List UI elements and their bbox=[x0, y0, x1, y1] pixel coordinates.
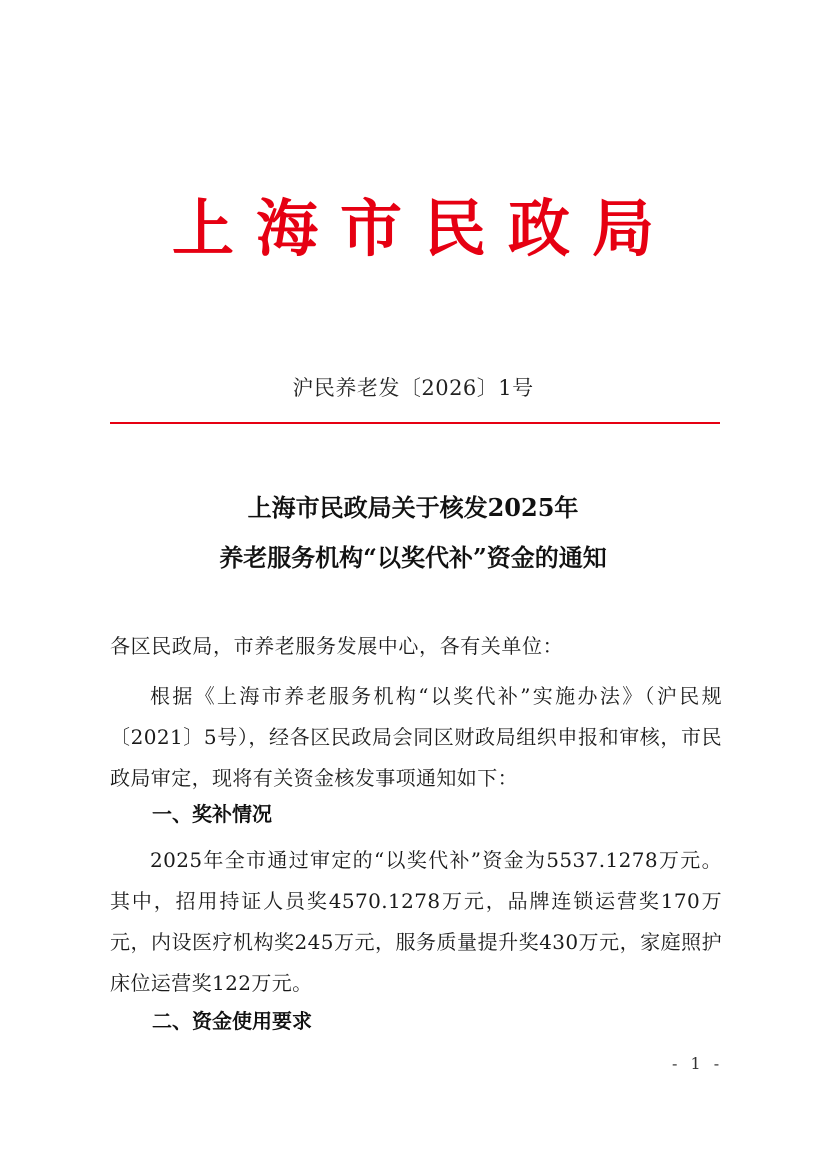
document-title-line-2: 养老服务机构“以奖代补”资金的通知 bbox=[219, 543, 607, 572]
page-number: - 1 - bbox=[672, 1054, 724, 1073]
section-heading-subsidy-status: 一、奖补情况 bbox=[152, 802, 272, 826]
salutation: 各区民政局，市养老服务发展中心，各有关单位： bbox=[110, 634, 564, 658]
agency-masthead: 上海市民政局 bbox=[171, 192, 676, 265]
subsidy-status-paragraph: 2025年全市通过审定的“以奖代补”资金为5537.1278万元。其中，招用持证人员奖4570.1278万元，品牌连锁运营奖170万元，内设医疗机构奖245万元，服务质量提升奖430万元，家庭照护床位运营奖122万元。 bbox=[110, 848, 722, 995]
intro-paragraph: 根据《上海市养老服务机构“以奖代补”实施办法》（沪民规〔2021〕5号），经各区民政局会同区财政局组织申报和审核，市民政局审定，现将有关资金核发事项通知如下： bbox=[110, 684, 722, 790]
red-divider-line bbox=[110, 422, 720, 424]
section-heading-fund-usage: 二、资金使用要求 bbox=[152, 1009, 312, 1033]
document-title-line-1: 上海市民政局关于核发2025年 bbox=[247, 493, 579, 522]
document-number: 沪民养老发〔2026〕1号 bbox=[292, 376, 534, 400]
